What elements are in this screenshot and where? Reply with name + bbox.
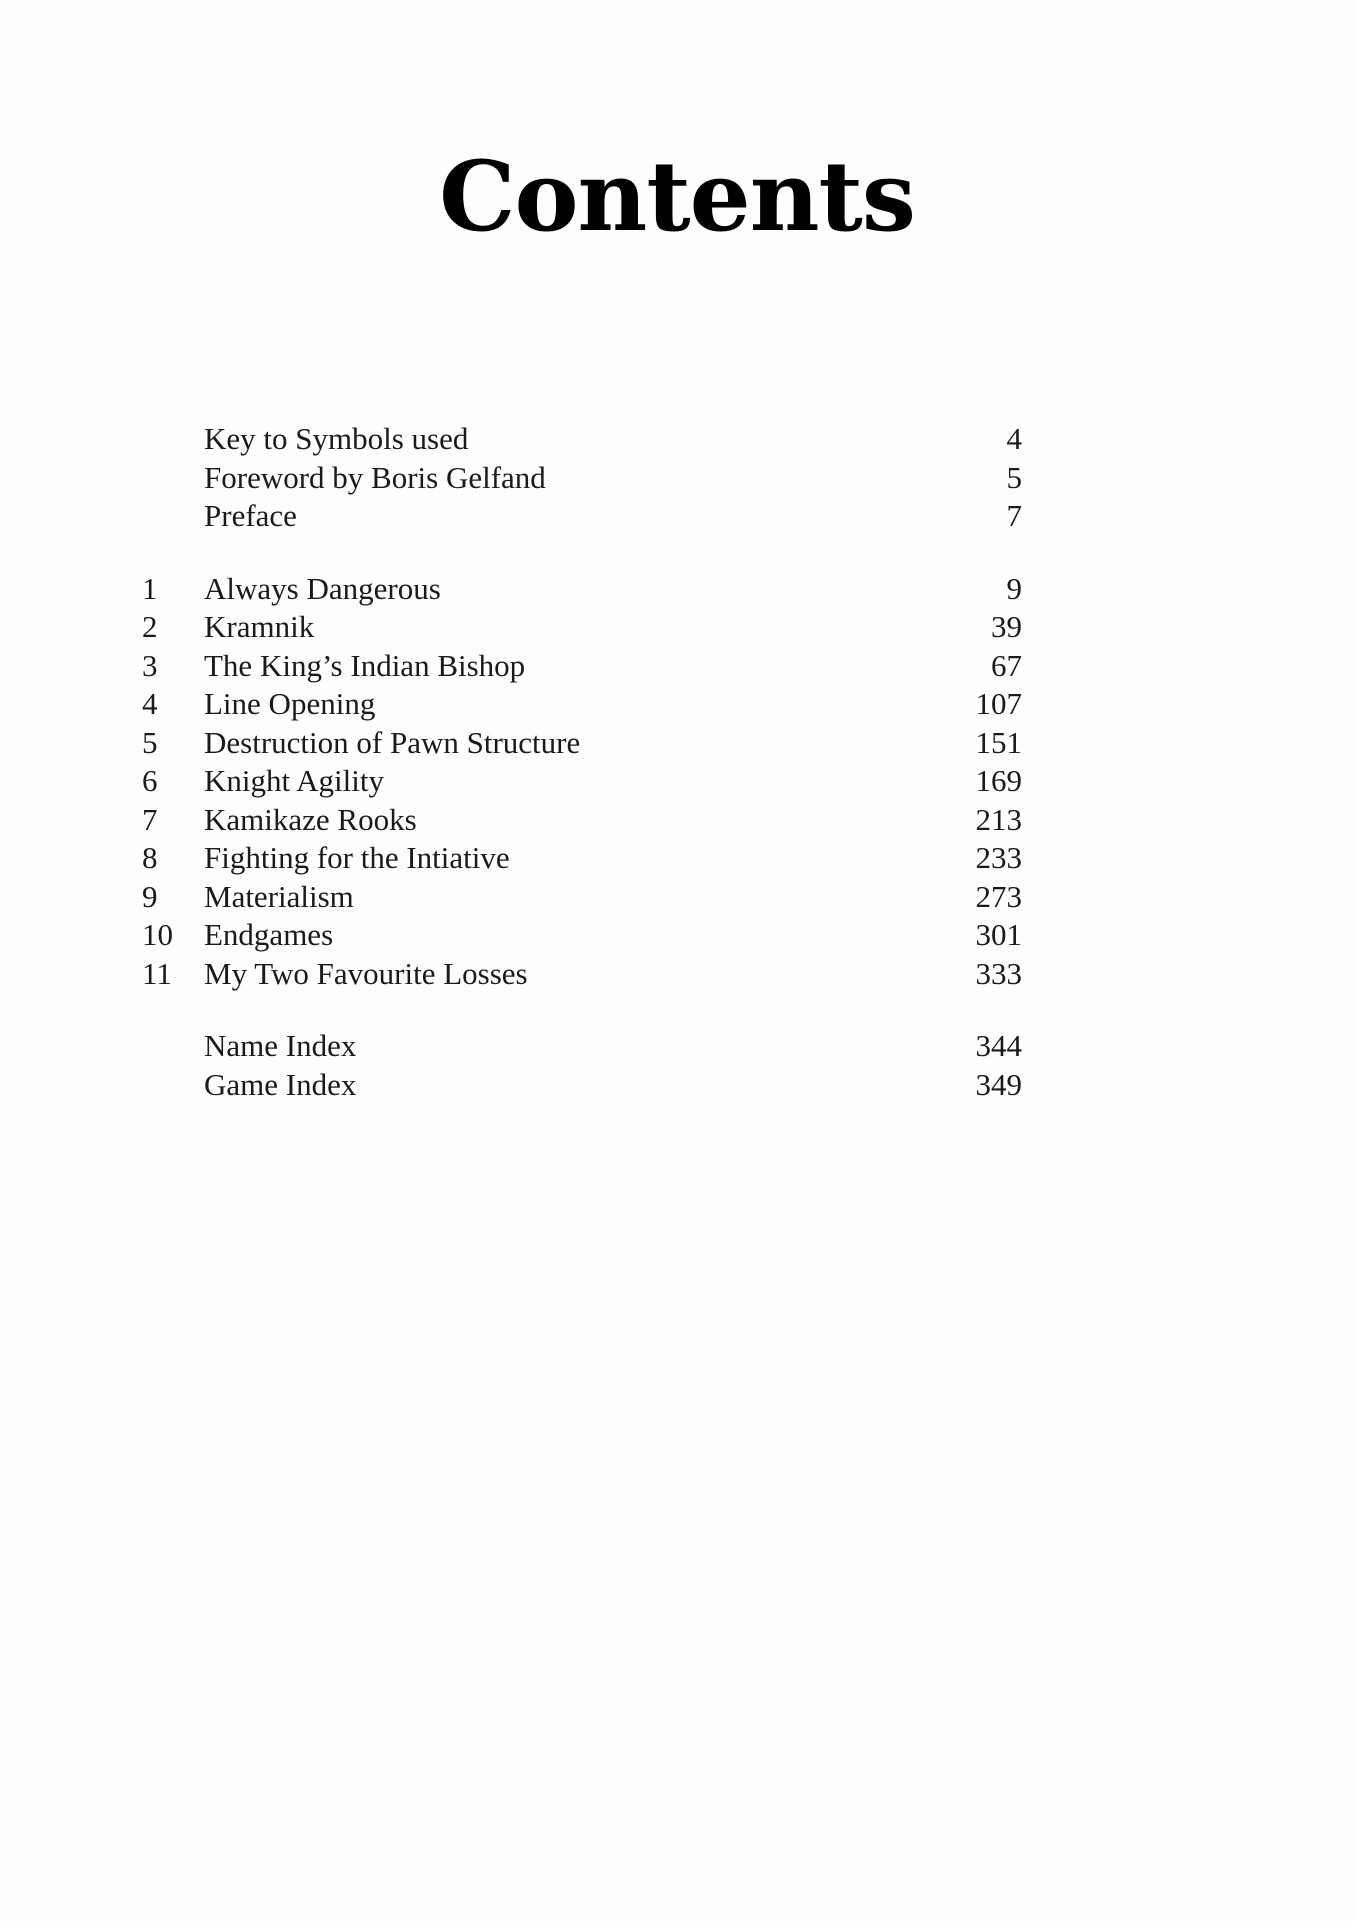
entry-number: 11 <box>142 955 172 991</box>
entry-page: 9 <box>1006 570 1022 606</box>
entry-label: Preface <box>204 498 297 533</box>
entry-label: Materialism <box>204 878 354 914</box>
entry-page: 273 <box>975 878 1022 914</box>
list-item[interactable] <box>142 497 1022 536</box>
entry-page: 233 <box>975 840 1022 875</box>
list-item[interactable] <box>142 1066 1022 1105</box>
entry-page: 151 <box>975 724 1022 760</box>
entry-page: 7 <box>1006 498 1022 533</box>
list-item[interactable] <box>142 420 1022 459</box>
table-of-contents <box>142 420 1022 1104</box>
back-matter-group <box>142 1027 1022 1104</box>
entry-label: Name Index <box>204 1028 357 1063</box>
list-item[interactable] <box>142 878 1022 917</box>
entry-number: 8 <box>142 840 158 875</box>
list-item[interactable] <box>142 608 1022 647</box>
entry-number: 10 <box>142 917 173 952</box>
entry-page: 67 <box>991 647 1022 683</box>
entry-page: 169 <box>975 763 1022 798</box>
chapters-group <box>142 570 1022 994</box>
entry-number: 3 <box>142 647 158 683</box>
list-item[interactable] <box>142 570 1022 609</box>
entry-label: Line Opening <box>204 686 376 721</box>
entry-label: Knight Agility <box>204 763 384 798</box>
entry-page: 4 <box>1006 421 1022 456</box>
list-item[interactable] <box>142 724 1022 763</box>
entry-label: Kramnik <box>204 609 315 644</box>
entry-label: Fighting for the Intiative <box>204 840 510 875</box>
list-item[interactable] <box>142 762 1022 801</box>
list-item[interactable] <box>142 801 1022 840</box>
entry-page: 333 <box>975 955 1022 991</box>
entry-number: 6 <box>142 763 158 798</box>
entry-number: 4 <box>142 686 158 721</box>
entry-label: Destruction of Pawn Structure <box>204 724 581 760</box>
entry-page: 107 <box>975 686 1022 721</box>
entry-page: 39 <box>991 609 1022 644</box>
list-item[interactable] <box>142 459 1022 498</box>
entry-page: 349 <box>975 1066 1022 1102</box>
entry-label: Foreword by Boris Gelfand <box>204 459 546 495</box>
list-item[interactable] <box>142 839 1022 878</box>
list-item[interactable] <box>142 1027 1022 1066</box>
entry-label: Game Index <box>204 1066 357 1102</box>
page-title: Contents <box>439 140 915 253</box>
entry-number: 1 <box>142 570 158 606</box>
entry-page: 301 <box>975 917 1022 952</box>
entry-label: The King’s Indian Bishop <box>204 647 526 683</box>
list-item[interactable] <box>142 916 1022 955</box>
entry-label: My Two Favourite Losses <box>204 955 528 991</box>
entry-label: Always Dangerous <box>204 570 441 606</box>
list-item[interactable] <box>142 647 1022 686</box>
entry-label: Key to Symbols used <box>204 421 469 456</box>
entry-number: 7 <box>142 801 158 837</box>
list-item[interactable] <box>142 685 1022 724</box>
entry-page: 5 <box>1006 459 1022 495</box>
entry-page: 344 <box>975 1028 1022 1063</box>
entry-number: 2 <box>142 609 158 644</box>
entry-label: Kamikaze Rooks <box>204 801 417 837</box>
entry-page: 213 <box>975 801 1022 837</box>
list-item[interactable] <box>142 955 1022 994</box>
entry-number: 9 <box>142 878 158 914</box>
front-matter-group <box>142 420 1022 536</box>
entry-number: 5 <box>142 724 158 760</box>
entry-label: Endgames <box>204 917 334 952</box>
